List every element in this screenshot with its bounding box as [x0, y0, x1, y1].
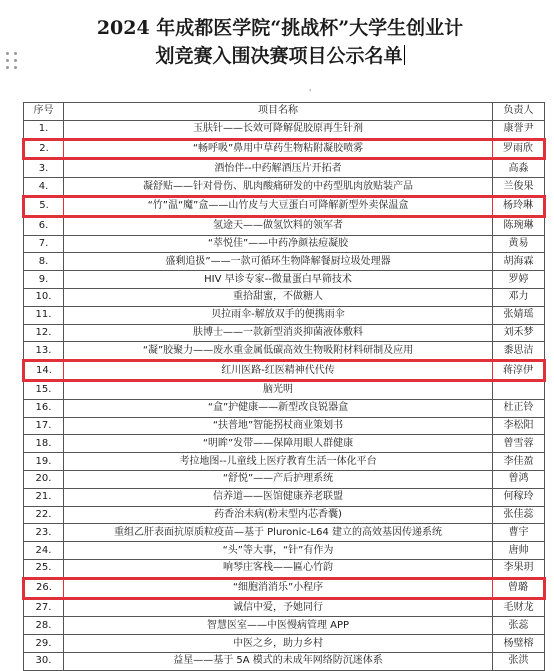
- row-owner: 李果玥: [493, 559, 545, 578]
- row-owner: 杨玲琳: [493, 196, 545, 216]
- row-index: 10.: [24, 288, 64, 306]
- header-owner: 负责人: [493, 103, 545, 121]
- row-index: 15.: [24, 380, 64, 399]
- row-index: 21.: [24, 488, 64, 506]
- table-row: [24, 453, 545, 471]
- table-row: [24, 342, 545, 361]
- row-index: 7.: [24, 235, 64, 253]
- table-row: [24, 399, 545, 417]
- row-owner: 曾鸿: [493, 470, 545, 488]
- row-owner: 罗雨欣: [493, 139, 545, 159]
- row-owner: 康誉尹: [493, 120, 545, 139]
- row-index: 8.: [24, 253, 64, 271]
- table-row: [24, 271, 545, 289]
- row-project-name: 红川医路-红医精神代代传: [64, 361, 493, 381]
- row-index: 14.: [24, 361, 64, 381]
- table-row: [24, 178, 545, 197]
- row-owner: 张蕊: [493, 617, 545, 635]
- row-owner: 张佳蕊: [493, 506, 545, 524]
- row-owner: 高淼: [493, 159, 545, 178]
- row-project-name: 凝舒贴——针对骨伤、肌肉酸痛研发的中药型肌肉放贴装产品: [64, 178, 493, 197]
- table-row: [24, 559, 545, 578]
- row-project-name: HIV 早诊专家--微量蛋白早筛技术: [64, 271, 493, 289]
- table-row: [24, 306, 545, 324]
- row-index: 27.: [24, 598, 64, 617]
- row-owner: 张婧瑶: [493, 306, 545, 324]
- table-row: [24, 598, 545, 617]
- table-row: [24, 470, 545, 488]
- row-project-name: “凝”胶聚力——废水重金属低碳高效生物吸附材料研制及应用: [64, 342, 493, 361]
- table-row: [24, 253, 545, 271]
- table-row: [24, 235, 545, 253]
- row-index: 18.: [24, 435, 64, 453]
- table-row: [24, 524, 545, 542]
- row-owner: 曾雪蓉: [493, 435, 545, 453]
- row-index: 29.: [24, 635, 64, 653]
- project-table: [22, 102, 546, 671]
- row-owner: 李松阳: [493, 417, 545, 435]
- row-project-name: “竹”温“魔”盒——山竹皮与大豆蛋白可降解新型外卖保温盒: [64, 196, 493, 216]
- row-project-name: “扶普地”智能拐杖商业策划书: [64, 417, 493, 435]
- row-project-name: 考拉地图--儿童线上医疗教育生活一体化平台: [64, 453, 493, 471]
- row-index: 13.: [24, 342, 64, 361]
- table-row: [24, 120, 545, 139]
- row-project-name: 脑光明: [64, 380, 493, 399]
- row-owner: 杜正铃: [493, 399, 545, 417]
- row-owner: 曾璐: [493, 578, 545, 598]
- row-owner: 杨璧榕: [493, 635, 545, 653]
- title-line-1: 2024 年成都医学院“挑战杯”大学生创业计: [96, 17, 464, 39]
- title-line-2-text: 划竞赛入围决赛项目公示名单: [155, 45, 403, 67]
- row-project-name: “细胞消消乐”小程序: [64, 578, 493, 598]
- drag-handle[interactable]: [6, 52, 20, 72]
- row-index: 2.: [24, 139, 64, 159]
- row-project-name: “舒悦”——产后护理系统: [64, 470, 493, 488]
- header-project-name: 项目名称: [64, 103, 493, 121]
- table-row: [24, 159, 545, 178]
- title-line-2: [40, 42, 520, 70]
- row-index: 23.: [24, 524, 64, 542]
- row-index: 30.: [24, 652, 64, 670]
- table-row: [24, 324, 545, 342]
- row-project-name: 智慧医室——中医慢病管理 APP: [64, 617, 493, 635]
- row-index: 5.: [24, 196, 64, 216]
- row-project-name: “盒”护健康——新型改良锐器盒: [64, 399, 493, 417]
- row-project-name: 重组乙肝表面抗原质粒疫苗—基于 Pluronic-L64 建立的高效基因传递系统: [64, 524, 493, 542]
- row-owner: 何稼玲: [493, 488, 545, 506]
- row-project-name: 响琴庄客栈——匾心竹韵: [64, 559, 493, 578]
- table-row: [24, 380, 545, 399]
- table-row: [24, 417, 545, 435]
- table-row: [24, 506, 545, 524]
- table-row: [24, 196, 545, 216]
- row-project-name: 盛剩追扱”——一款可循环生物降解餐厨垃圾处理器: [64, 253, 493, 271]
- table-row: [24, 139, 545, 159]
- row-project-name: 玉肤针——长效可降解促胶原再生针剂: [64, 120, 493, 139]
- table-row: [24, 216, 545, 235]
- row-index: 11.: [24, 306, 64, 324]
- row-owner: 黄易: [493, 235, 545, 253]
- row-project-name: 酒怡伴--中药解酒压片开拓者: [64, 159, 493, 178]
- row-owner: 罗婷: [493, 271, 545, 289]
- table-row: [24, 578, 545, 598]
- row-project-name: 信养道——医馆健康养老联盟: [64, 488, 493, 506]
- row-owner: 邓力: [493, 288, 545, 306]
- row-project-name: 药香治未病(粉末型内芯香囊): [64, 506, 493, 524]
- row-project-name: “明眸”发带——保障用眼人群健康: [64, 435, 493, 453]
- row-owner: 张洪: [493, 652, 545, 670]
- row-index: 28.: [24, 617, 64, 635]
- row-project-name: “畅呼吸”鼻用中草药生物粘附凝胶喷雾: [64, 139, 493, 159]
- header-index: 序号: [24, 103, 64, 121]
- row-index: 19.: [24, 453, 64, 471]
- table-row: [24, 617, 545, 635]
- row-index: 16.: [24, 399, 64, 417]
- row-index: 17.: [24, 417, 64, 435]
- row-project-name: 重拾甜蜜，不做糖人: [64, 288, 493, 306]
- row-index: 9.: [24, 271, 64, 289]
- row-owner: 唐帅: [493, 542, 545, 560]
- table-header-row: [24, 103, 545, 121]
- row-project-name: 中医之乡，助力乡村: [64, 635, 493, 653]
- row-owner: 兰俊果: [493, 178, 545, 197]
- row-owner: 毛财龙: [493, 598, 545, 617]
- row-project-name: 贝拉雨伞-解放双手的便携雨伞: [64, 306, 493, 324]
- table-row: [24, 652, 545, 670]
- table-row: [24, 488, 545, 506]
- table-row: [24, 288, 545, 306]
- row-index: 3.: [24, 159, 64, 178]
- small-mark: ': [309, 88, 312, 97]
- table-row: [24, 361, 545, 381]
- row-index: 12.: [24, 324, 64, 342]
- table-row: [24, 635, 545, 653]
- row-owner: 胡海霖: [493, 253, 545, 271]
- row-index: 20.: [24, 470, 64, 488]
- row-project-name: “萃悦佳”——中药净颜祛痘凝胶: [64, 235, 493, 253]
- row-project-name: 肤博士——一款新型消炎抑菌液体敷料: [64, 324, 493, 342]
- table-row: [24, 542, 545, 560]
- row-owner: 曹宇: [493, 524, 545, 542]
- row-project-name: 益星——基于 5A 模式的未成年网络防沉迷体系: [64, 652, 493, 670]
- row-index: 24.: [24, 542, 64, 560]
- row-owner: 李佳盈: [493, 453, 545, 471]
- row-index: 25.: [24, 559, 64, 578]
- table-row: [24, 435, 545, 453]
- row-owner: 陈琬琳: [493, 216, 545, 235]
- row-index: 26.: [24, 578, 64, 598]
- row-owner: 黍思洁: [493, 342, 545, 361]
- document-title[interactable]: [40, 14, 520, 70]
- row-index: 1.: [24, 120, 64, 139]
- row-project-name: 氢途天——做氢饮料的领军者: [64, 216, 493, 235]
- row-project-name: “头”等大事，“针”有作为: [64, 542, 493, 560]
- row-index: 22.: [24, 506, 64, 524]
- row-index: 6.: [24, 216, 64, 235]
- text-cursor: [404, 45, 405, 65]
- row-index: 4.: [24, 178, 64, 197]
- row-project-name: 诚信中爱，予她同行: [64, 598, 493, 617]
- row-owner: 刘禾梦: [493, 324, 545, 342]
- row-owner: [493, 380, 545, 399]
- row-owner: 蒋淳伊: [493, 361, 545, 381]
